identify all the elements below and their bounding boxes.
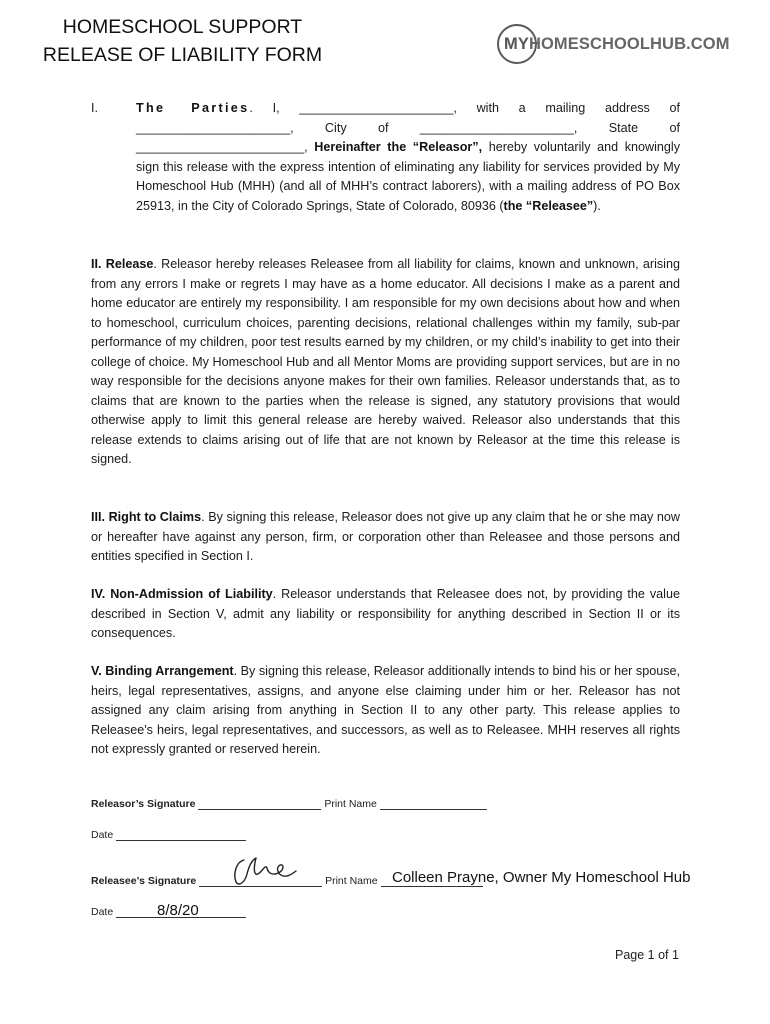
section-heading: The Parties — [136, 101, 250, 115]
releasee-date-label: Date — [91, 906, 114, 918]
section-non-admission-text — [91, 585, 680, 644]
section-binding-text — [91, 662, 680, 760]
title-line-1: HOMESCHOOL SUPPORT — [62, 16, 303, 38]
logo-domain-text: HOMESCHOOLHUB.COM — [528, 34, 730, 53]
releasor-signature-label: Releasor’s Signature — [91, 798, 196, 810]
releasee-print-name-value: Colleen Prayne, Owner My Homeschool Hub — [392, 869, 691, 886]
releasor-definition: Hereinafter the “Releasor”, — [314, 140, 483, 154]
section-heading: II. Release — [91, 257, 154, 271]
releasee-print-name-label: Print Name — [325, 875, 378, 887]
releasor-date-field[interactable] — [116, 830, 246, 841]
section-heading: III. Right to Claims — [91, 510, 202, 524]
section-text-e: ). — [593, 198, 601, 213]
section-text-c: hereby voluntarily and knowingly sign this release with the express intention of eliminating any liability for services provided by My Homeschool Hub (MHH) (and all of MHH’s contract laborers), with a mailing address of PO Box 25913, in the City of Colorado Springs, State of Colorado, 80936 ( — [136, 140, 680, 213]
section-body: . By signing this release, Releasor additionally intends to bind his or her spouse, heirs, legal representatives, assigns, and anyone else claiming under him or her. Releasor has not assigned any claim arising from anything in Section II to any other party. This release applies to Releasee's heirs, legal representatives, and successors, as well as to Releasee. MHH reserves all rights not expressly granted or reserved herein. — [91, 664, 681, 756]
logo-my-text: MY — [504, 34, 529, 53]
releasor-date-row — [91, 829, 246, 841]
releasor-signature-row — [91, 798, 487, 810]
releasor-print-name-field[interactable] — [380, 799, 487, 810]
section-body: . Releasor understands that Releasee does not, by providing the value described in Section V, admit any liability or responsibility for anything described in Section II or its consequences. — [91, 587, 680, 640]
section-body: . Releasor hereby releases Releasee from all liability for claims, known and unknown, arising from any errors I make or regrets I may have as a home educator. All decisions I make as a parent and home educator are entirely my responsibility. I am responsible for my own decisions about how and when to homeschool, curriculum choices, parenting decisions, relational challenges within my family, sub-par performance of my children, poor test results earned by my children, or my child’s inability to get into their college of choice. My Homeschool Hub and all Mentor Moms are providing support services, but are in no way responsible for the decisions anyone makes for their own families. Releasor understands that, as to claims that are known to the parties when the release is signed, any statutory provisions that would otherwise apply to limit this general release are hereby waived. Releasor also understands that this release extends to claims arising out of life that are not known by Releasor at the time this release is signed. — [91, 257, 680, 466]
releasee-date-value: 8/8/20 — [157, 902, 199, 919]
section-non-admission — [91, 585, 680, 644]
form-title — [30, 13, 335, 69]
section-heading: V. Binding Arrangement — [91, 664, 234, 678]
releasor-print-name-label: Print Name — [324, 798, 377, 810]
section-heading: IV. Non-Admission of Liability — [91, 587, 273, 601]
releasor-signature-field[interactable] — [198, 799, 321, 810]
section-number: I. — [91, 101, 98, 115]
page-number: Page 1 of 1 — [615, 948, 679, 962]
section-release — [91, 255, 680, 470]
releasee-definition: the “Releasee” — [503, 198, 594, 213]
handwritten-signature — [230, 852, 300, 888]
section-right-to-claims — [91, 508, 680, 567]
section-binding-arrangement — [91, 662, 680, 760]
releasor-date-label: Date — [91, 829, 114, 841]
section-release-text — [91, 255, 680, 470]
section-parties-text — [136, 99, 680, 216]
section-text-a: . I, ______________________, with a mailing address of ______________________, City of ______________________, State of ________________________, — [136, 101, 680, 154]
section-claims-text — [91, 508, 680, 567]
brand-logo — [497, 23, 730, 65]
section-body: . By signing this release, Releasor does not give up any claim that he or she may now or hereafter have against any person, firm, or corporation other than Releasee and those persons and entities specified in Section I. — [91, 510, 680, 563]
title-line-2: RELEASE OF LIABILITY FORM — [42, 44, 323, 66]
releasee-signature-label: Releasee’s Signature — [91, 875, 197, 887]
